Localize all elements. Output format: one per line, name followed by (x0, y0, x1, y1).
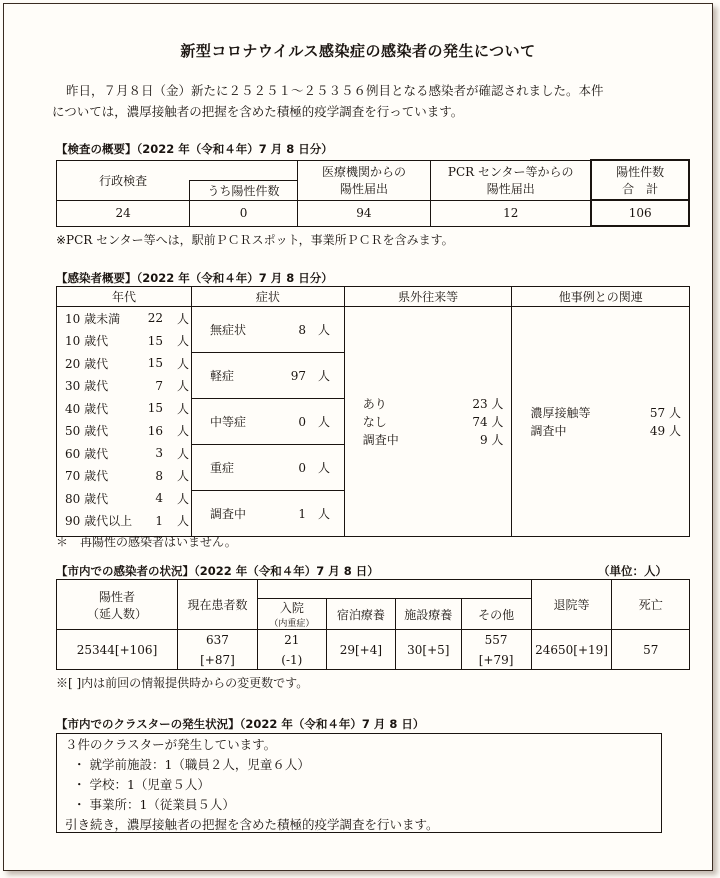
value-uchi: 0 (190, 200, 297, 226)
test-summary-heading: 【検査の概要】（2022 年（令和４年）7 月 8 日分） (56, 142, 333, 156)
header-iryo: 医療機関からの 陽性届出 (297, 160, 430, 200)
value-gyosei: 24 (57, 200, 190, 226)
travel-row: あり 23 人 (362, 396, 504, 411)
cluster-box (56, 733, 662, 833)
header-positive: 陽性者 （延人数） (57, 580, 178, 630)
cluster-line: ・ 就学前施設：1（職員２人，児童６人） (73, 757, 310, 772)
city-status-unit: （単位：人） (598, 564, 667, 578)
header-discharged: 退院等 (531, 580, 612, 630)
city-status-table (56, 579, 690, 670)
value-positive: 25344[+106] (57, 630, 178, 670)
age-row: 70 歳代 8 人 (65, 468, 189, 484)
test-summary-note: ※PCR センター等へは，駅前ＰＣＲスポット，事業所ＰＣＲを含みます。 (56, 233, 454, 247)
header-travel: 県外往来等 (344, 287, 512, 307)
header-total: 陽性件数 合 計 (591, 160, 689, 200)
age-row: 10 歳代 15 人 (65, 333, 189, 349)
relation-column (512, 307, 690, 537)
document-page (3, 3, 713, 871)
cluster-line: ・ 学校：1（児童５人） (73, 777, 210, 792)
cluster-line: ・ 事業所：1（従業員５人） (73, 797, 235, 812)
age-row: 20 歳代 15 人 (65, 356, 189, 371)
intro-paragraph (52, 80, 672, 122)
age-row: 90 歳代以上 1 人 (65, 513, 189, 529)
infected-summary-table (56, 286, 690, 537)
page-title: 新型コロナウイルス感染症の感染者の発生について (180, 42, 536, 60)
value-pcr: 12 (431, 200, 592, 226)
cluster-heading: 【市内でのクラスターの発生状況】（2022 年（令和４年）7 月 8 日） (56, 717, 425, 731)
header-facility: 施設療養 (396, 599, 461, 630)
header-hotel: 宿泊療養 (326, 599, 395, 630)
intro-line-2: については，濃厚接触者の把握を含めた積極的疫学調査を行っています。 (52, 104, 464, 119)
cluster-line: ３件のクラスターが発生しています。 (65, 737, 277, 752)
city-status-note: ※[ ]内は前回の情報提供時からの変更数です。 (56, 676, 309, 690)
value-death: 57 (612, 630, 690, 670)
age-row: 30 歳代 7 人 (65, 378, 189, 394)
travel-row: 調査中 9 人 (362, 432, 504, 447)
value-total: 106 (591, 200, 689, 226)
header-death: 死亡 (612, 580, 690, 630)
value-facility: 30[+5] (396, 630, 461, 670)
age-row: 10 歳未満 22 人 (65, 311, 189, 326)
infected-summary-note: ＊ 再陽性の感染者はいません。 (56, 535, 237, 549)
infected-summary-heading: 【感染者概要】（2022 年（令和４年）7 月 8 日分） (56, 271, 333, 285)
age-row: 80 歳代 4 人 (65, 491, 189, 506)
symptom-row: 重症 0 人 (192, 445, 344, 491)
value-hosp: 21 (-1) (257, 630, 326, 670)
symptom-row: 中等症 0 人 (192, 399, 344, 445)
header-symptom: 症状 (191, 287, 344, 307)
header-pcr: PCR センター等からの 陽性届出 (431, 160, 592, 200)
value-current: 637 [+87] (178, 630, 258, 670)
relation-row: 濃厚接触等 57 人 (530, 405, 681, 420)
age-column (57, 307, 192, 537)
test-summary-table (56, 159, 690, 227)
header-gyosei: 行政検査 (57, 160, 190, 200)
symptom-row: 調査中 1 人 (209, 506, 330, 521)
header-hosp: 入院 （内重症） (257, 599, 326, 630)
travel-column (344, 307, 512, 537)
value-hotel: 29[+4] (326, 630, 395, 670)
intro-line-1: 昨日，７月８日（金）新たに２５２５１～２５３５６例目となる感染者が確認されました。本件 (66, 83, 604, 98)
age-row: 50 歳代 16 人 (65, 423, 189, 439)
header-relation: 他事例との関連 (512, 287, 690, 307)
symptom-column (191, 307, 344, 537)
travel-row: なし 74 人 (362, 414, 504, 429)
symptom-row: 無症状 8 人 (192, 307, 344, 353)
age-row: 40 歳代 15 人 (65, 401, 189, 416)
relation-row: 調査中 49 人 (530, 423, 681, 438)
value-iryo: 94 (297, 200, 430, 226)
header-uchi: うち陽性件数 (190, 180, 297, 200)
header-current: 現在患者数 (178, 580, 258, 630)
value-discharged: 24650[+19] (531, 630, 612, 670)
city-status-heading: 【市内での感染者の状況】（2022 年（令和４年）7 月 8 日） (56, 564, 379, 578)
symptom-row: 軽症 97 人 (192, 353, 344, 399)
header-other: その他 (461, 599, 531, 630)
cluster-line: 引き続き，濃厚接触者の把握を含めた積極的疫学調査を行います。 (65, 817, 439, 832)
value-other: 557 [+79] (461, 630, 531, 670)
header-age: 年代 (57, 287, 192, 307)
age-row: 60 歳代 3 人 (65, 446, 189, 461)
